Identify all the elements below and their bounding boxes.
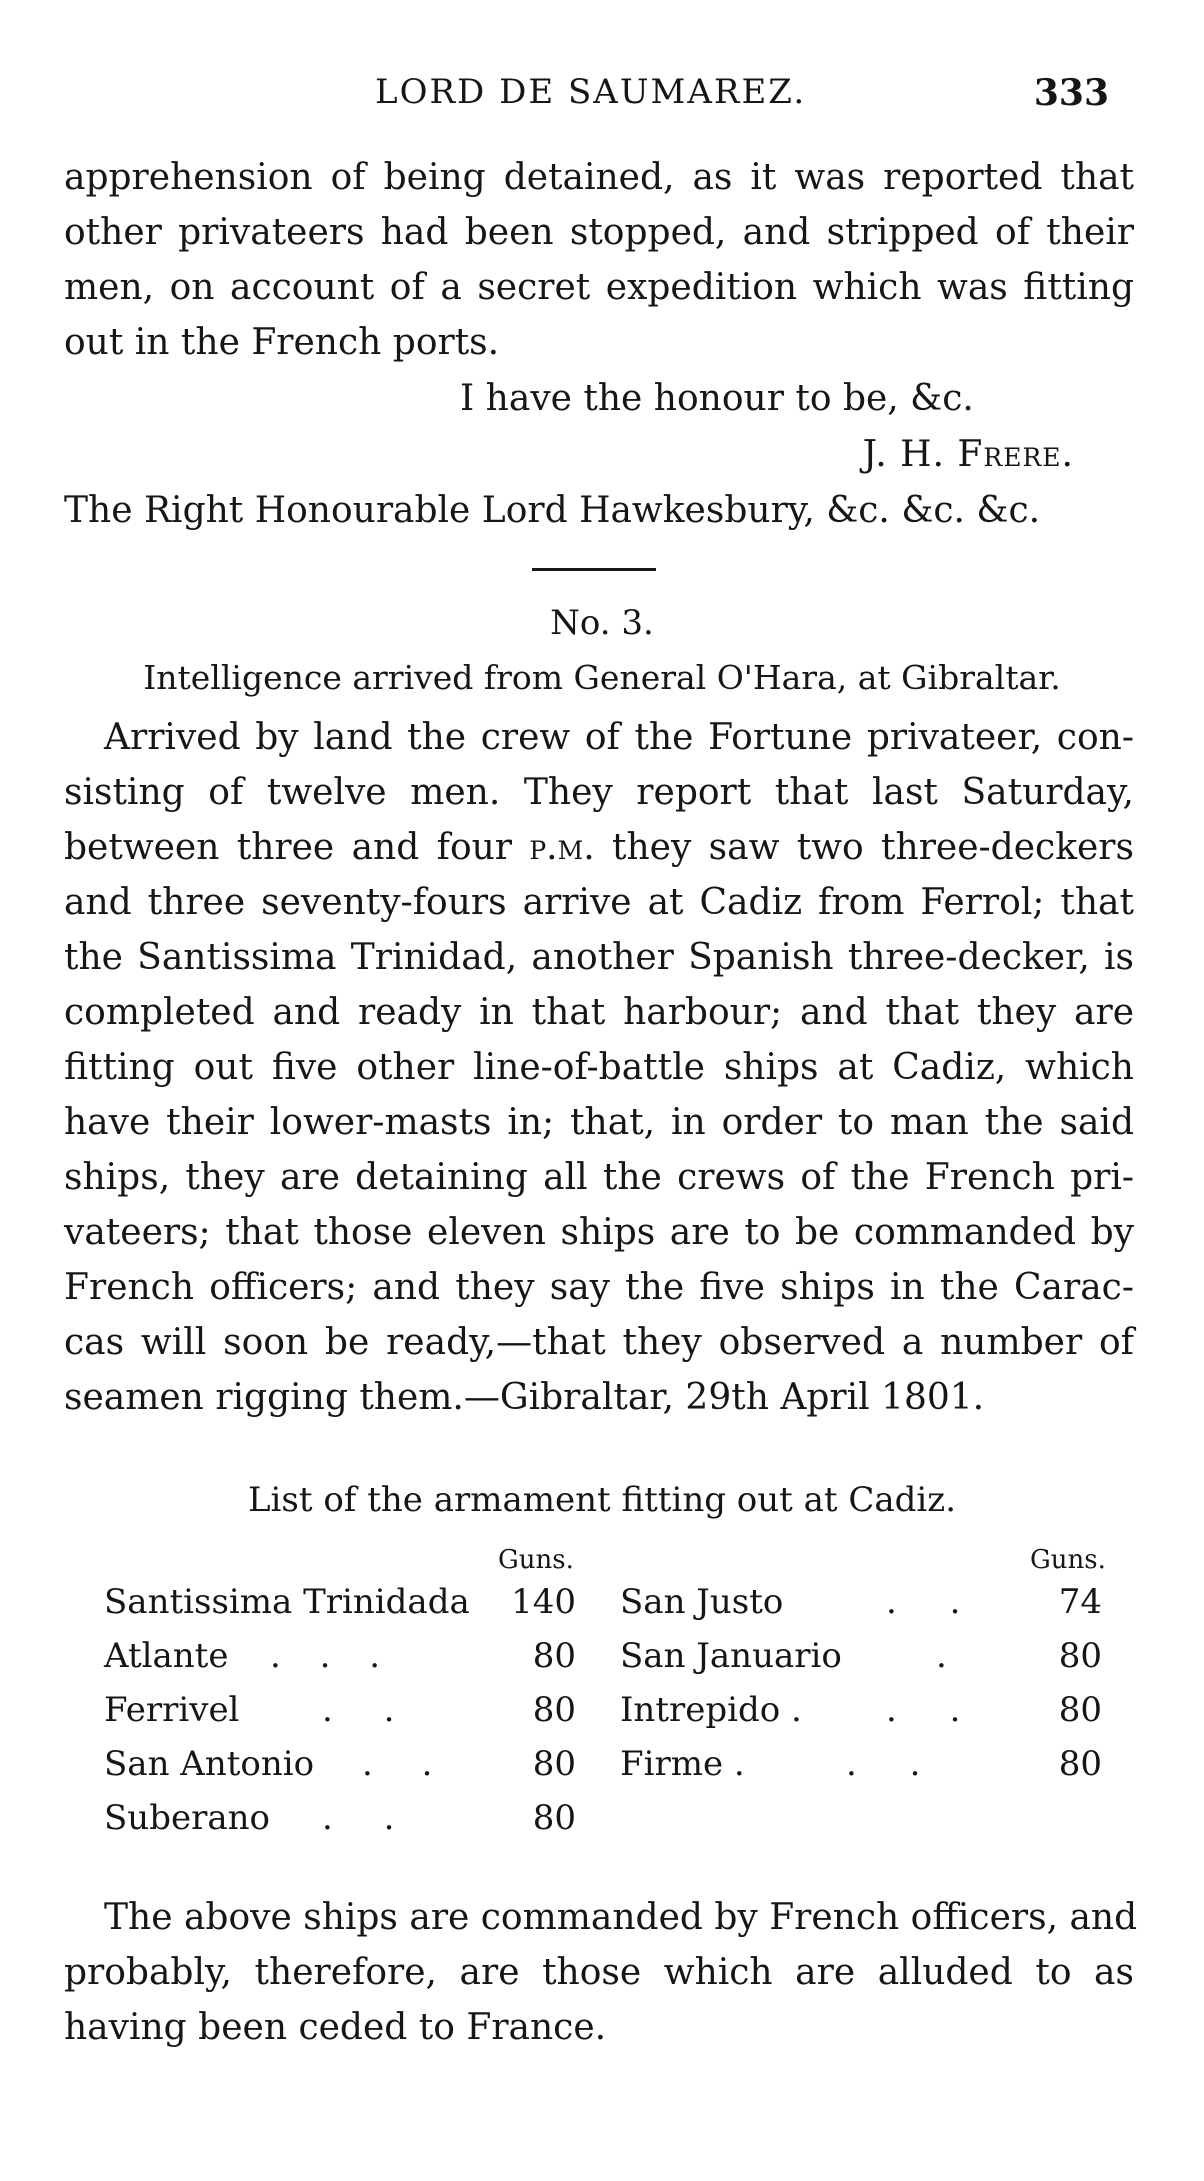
text-fragment: they saw two three-deckers — [612, 827, 1134, 868]
ship-row — [600, 1690, 1140, 1740]
ship-row — [600, 1582, 1140, 1632]
text-line: having been ceded to France. — [64, 2007, 607, 2048]
ship-guns: 80 — [1058, 1636, 1102, 1676]
document-number: No. 3. — [550, 603, 654, 643]
section-divider — [532, 568, 656, 571]
text-line: have their lower-masts in; that, in order to man the said — [64, 1102, 1134, 1143]
letter-paragraph — [64, 150, 1134, 370]
text-line: seamen rigging them.—Gibraltar, 29th April 1801. — [64, 1377, 985, 1418]
conclusion-paragraph — [64, 1890, 1138, 2055]
ship-row — [0, 1582, 600, 1632]
ship-row — [0, 1798, 600, 1848]
text-line: other privateers had been stopped, and stripped of their — [64, 212, 1134, 253]
ship-row — [0, 1744, 600, 1794]
ship-guns: 80 — [532, 1636, 576, 1676]
text-line: out in the French ports. — [64, 322, 500, 363]
time-abbreviation: p.m. — [529, 827, 595, 868]
text-line: cas will soon be ready,—that they observed a number of — [64, 1322, 1134, 1363]
text-line: vateers; that those eleven ships are to be commanded by — [64, 1212, 1134, 1253]
ship-row — [600, 1636, 1140, 1686]
ship-name: Ferrivel — [104, 1690, 240, 1730]
ship-name: Atlante — [104, 1636, 229, 1676]
leader-dots: . . — [322, 1690, 395, 1730]
ship-row — [0, 1690, 600, 1740]
letter-signature — [863, 434, 1074, 475]
text-fragment: between three and four — [64, 827, 513, 868]
letter-closing: I have the honour to be, &c. — [460, 378, 974, 419]
leader-dots: . . — [322, 1798, 395, 1838]
text-line: apprehension of being detained, as it was reported that — [64, 157, 1134, 198]
ship-name: Suberano — [104, 1798, 270, 1838]
document-subtitle: Intelligence arrived from General O'Hara, at Gibraltar. — [143, 658, 1061, 697]
signature-initials: J. H. — [862, 434, 945, 475]
ship-guns: 80 — [1058, 1690, 1102, 1730]
letter-addressee: The Right Honourable Lord Hawkesbury, &c. &c. &c. — [64, 490, 1041, 531]
text-line — [64, 820, 1134, 875]
ship-name: San Antonio — [104, 1744, 315, 1784]
ship-name: Intrepido . — [620, 1690, 802, 1730]
page-number: 333 — [1033, 72, 1109, 114]
text-line: French officers; and they say the five ships in the Carac- — [64, 1267, 1134, 1308]
text-line: sisting of twelve men. They report that last Saturday, — [64, 772, 1134, 813]
ship-guns: 74 — [1058, 1582, 1102, 1622]
ship-guns: 140 — [511, 1582, 576, 1622]
ship-row — [600, 1744, 1140, 1794]
text-line: probably, therefore, are those which are alluded to as — [64, 1952, 1134, 1993]
ship-guns: 80 — [532, 1798, 576, 1838]
leader-dots: . . — [846, 1744, 921, 1784]
text-line: the Santissima Trinidad, another Spanish three-decker, is — [64, 937, 1134, 978]
ship-name: Santissima Trinidada — [104, 1582, 470, 1622]
text-line: and three seventy-fours arrive at Cadiz from Ferrol; that — [64, 882, 1134, 923]
text-line: The above ships are commanded by French officers, and — [104, 1897, 1138, 1938]
ship-guns: 80 — [1058, 1744, 1102, 1784]
text-line: fitting out five other line-of-battle ships at Cadiz, which — [64, 1047, 1134, 1088]
running-head — [0, 72, 1204, 122]
armament-list-title: List of the armament fitting out at Cadiz. — [247, 1480, 957, 1520]
ship-name: San Januario — [620, 1636, 842, 1676]
text-line: ships, they are detaining all the crews of the French pri- — [64, 1157, 1134, 1198]
guns-column-header: Guns. — [1030, 1545, 1106, 1575]
leader-dots: . . . — [270, 1636, 381, 1676]
ship-guns: 80 — [532, 1690, 576, 1730]
ship-name: Firme . — [620, 1744, 745, 1784]
signature-surname: Frere. — [957, 434, 1074, 475]
running-title: LORD DE SAUMAREZ. — [375, 72, 807, 112]
text-line: men, on account of a secret expedition which was fitting — [64, 267, 1134, 308]
leader-dots: . . — [362, 1744, 433, 1784]
ship-guns: 80 — [532, 1744, 576, 1784]
leader-dots: . — [936, 1636, 947, 1676]
ship-name: San Justo — [620, 1582, 784, 1622]
text-line: Arrived by land the crew of the Fortune privateer, con- — [104, 717, 1134, 758]
text-line: completed and ready in that harbour; and that they are — [64, 992, 1134, 1033]
leader-dots: . . — [886, 1582, 961, 1622]
report-paragraph — [64, 710, 1134, 1425]
leader-dots: . . — [886, 1690, 961, 1730]
ship-row — [0, 1636, 600, 1686]
guns-column-header: Guns. — [498, 1545, 574, 1575]
